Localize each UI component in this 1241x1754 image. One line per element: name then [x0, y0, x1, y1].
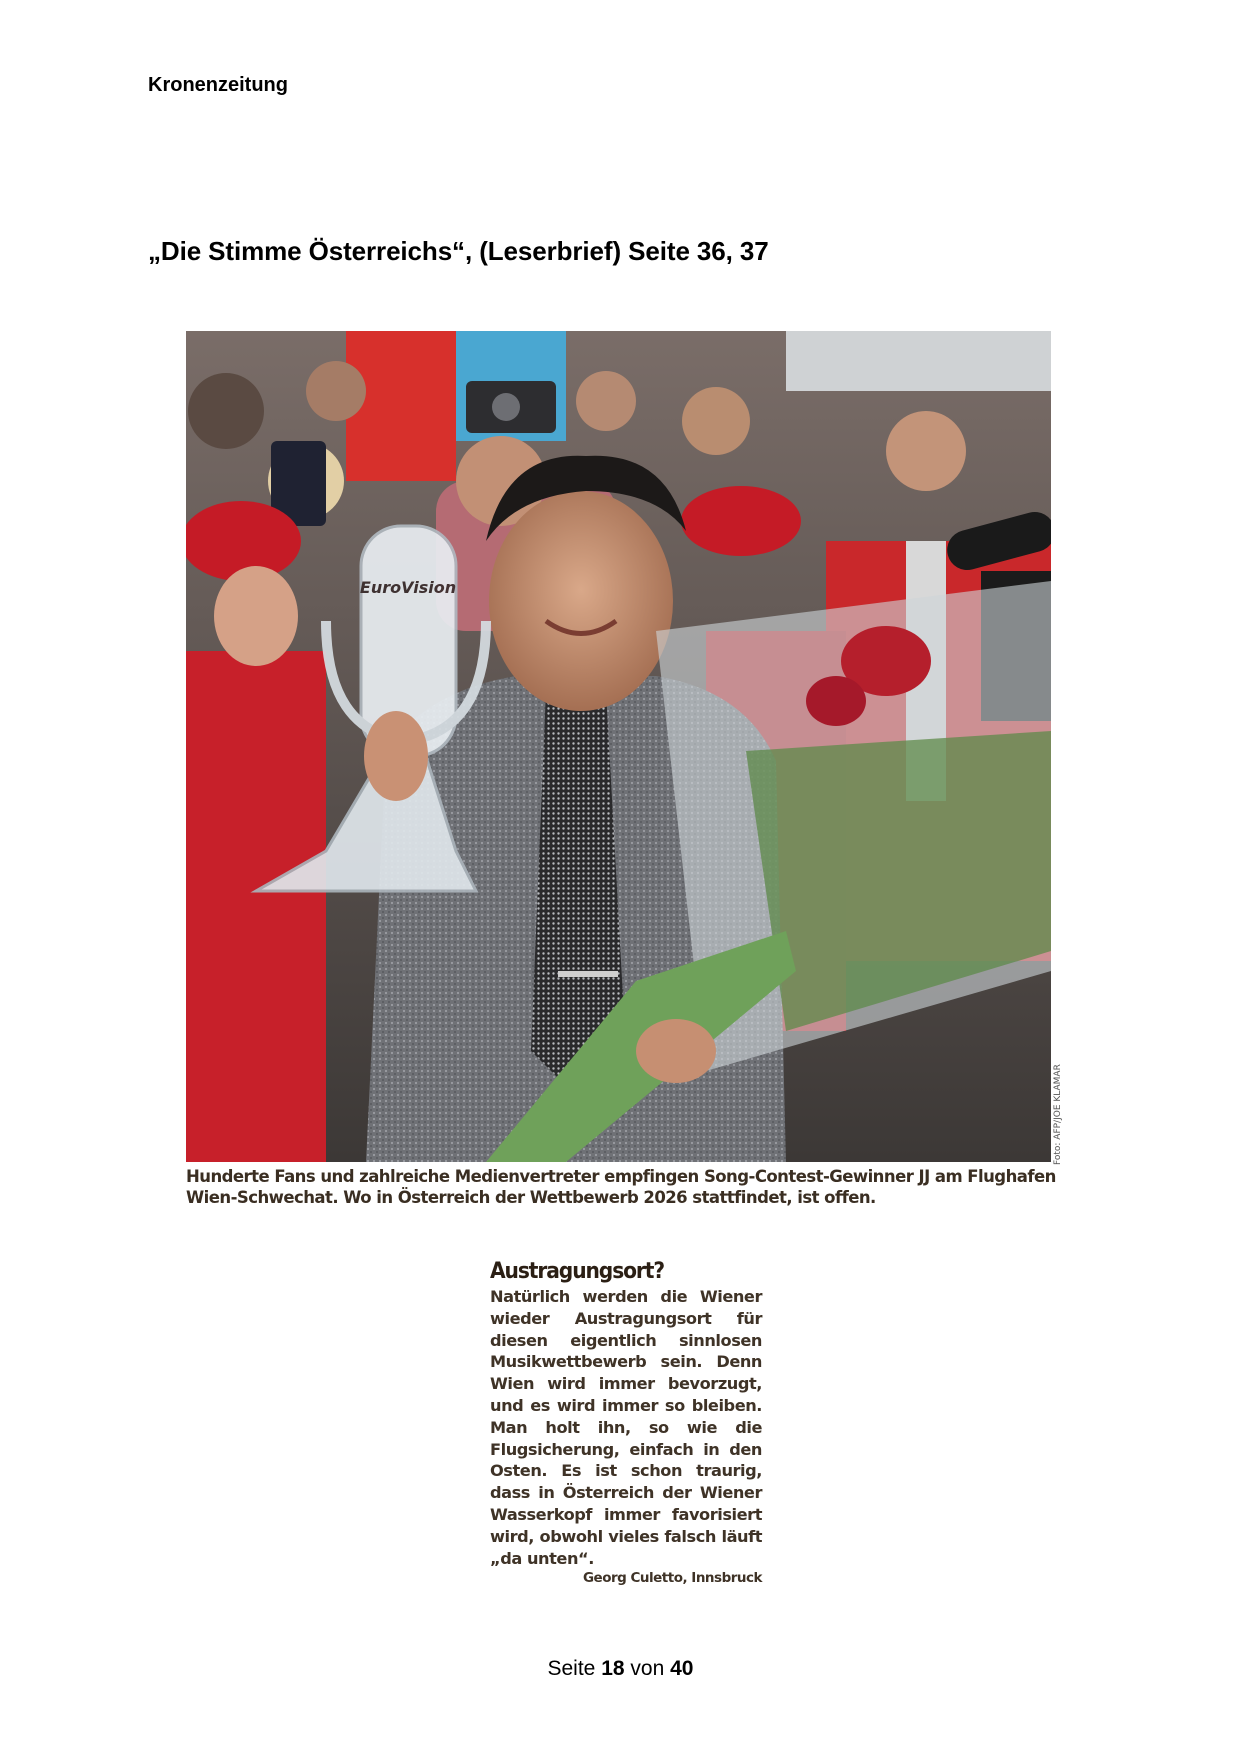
letter-author: Georg Culetto, Innsbruck — [582, 1570, 762, 1587]
reader-letter — [490, 1258, 762, 1587]
letter-body: Natürlich werden die Wiener wieder Austragungsort für diesen eigentlich sinnlosen Musikwettbewerb sein. Denn Wien wird immer bevorzugt, und es wird immer so bleiben. Man holt ihn, so wie die Flugsicherung, einfach in den Osten. Es ist schon traurig, dass in Österreich der Wiener Wasserkopf immer favorisiert wird, obwohl vieles falsch läuft „da unten“. — [490, 1287, 762, 1568]
page-title: „Die Stimme Österreichs“, (Leserbrief) Seite 36, 37 — [148, 236, 769, 266]
letter-headline: Austragungsort? — [490, 1259, 665, 1284]
trophy-label: EuroVision — [359, 578, 457, 597]
footer-prefix: Seite — [547, 1657, 596, 1680]
photo-caption: Hunderte Fans und zahlreiche Medienvertreter empfingen Song-Contest-Gewinner JJ am Flughafen Wien-Schwechat. Wo in Österreich der Wettbewerb 2026 stattfindet, ist offen. — [186, 1167, 1056, 1207]
total-pages: 40 — [670, 1657, 694, 1680]
page-number-footer — [0, 1657, 1241, 1681]
news-photo — [186, 331, 1051, 1162]
current-page: 18 — [601, 1657, 625, 1680]
photo-illustration — [186, 331, 1051, 1162]
publication-name: Kronenzeitung — [148, 74, 288, 96]
photo-credit: Foto: AFP/JOE KLAMAR — [1053, 1064, 1063, 1165]
footer-middle: von — [630, 1657, 665, 1680]
